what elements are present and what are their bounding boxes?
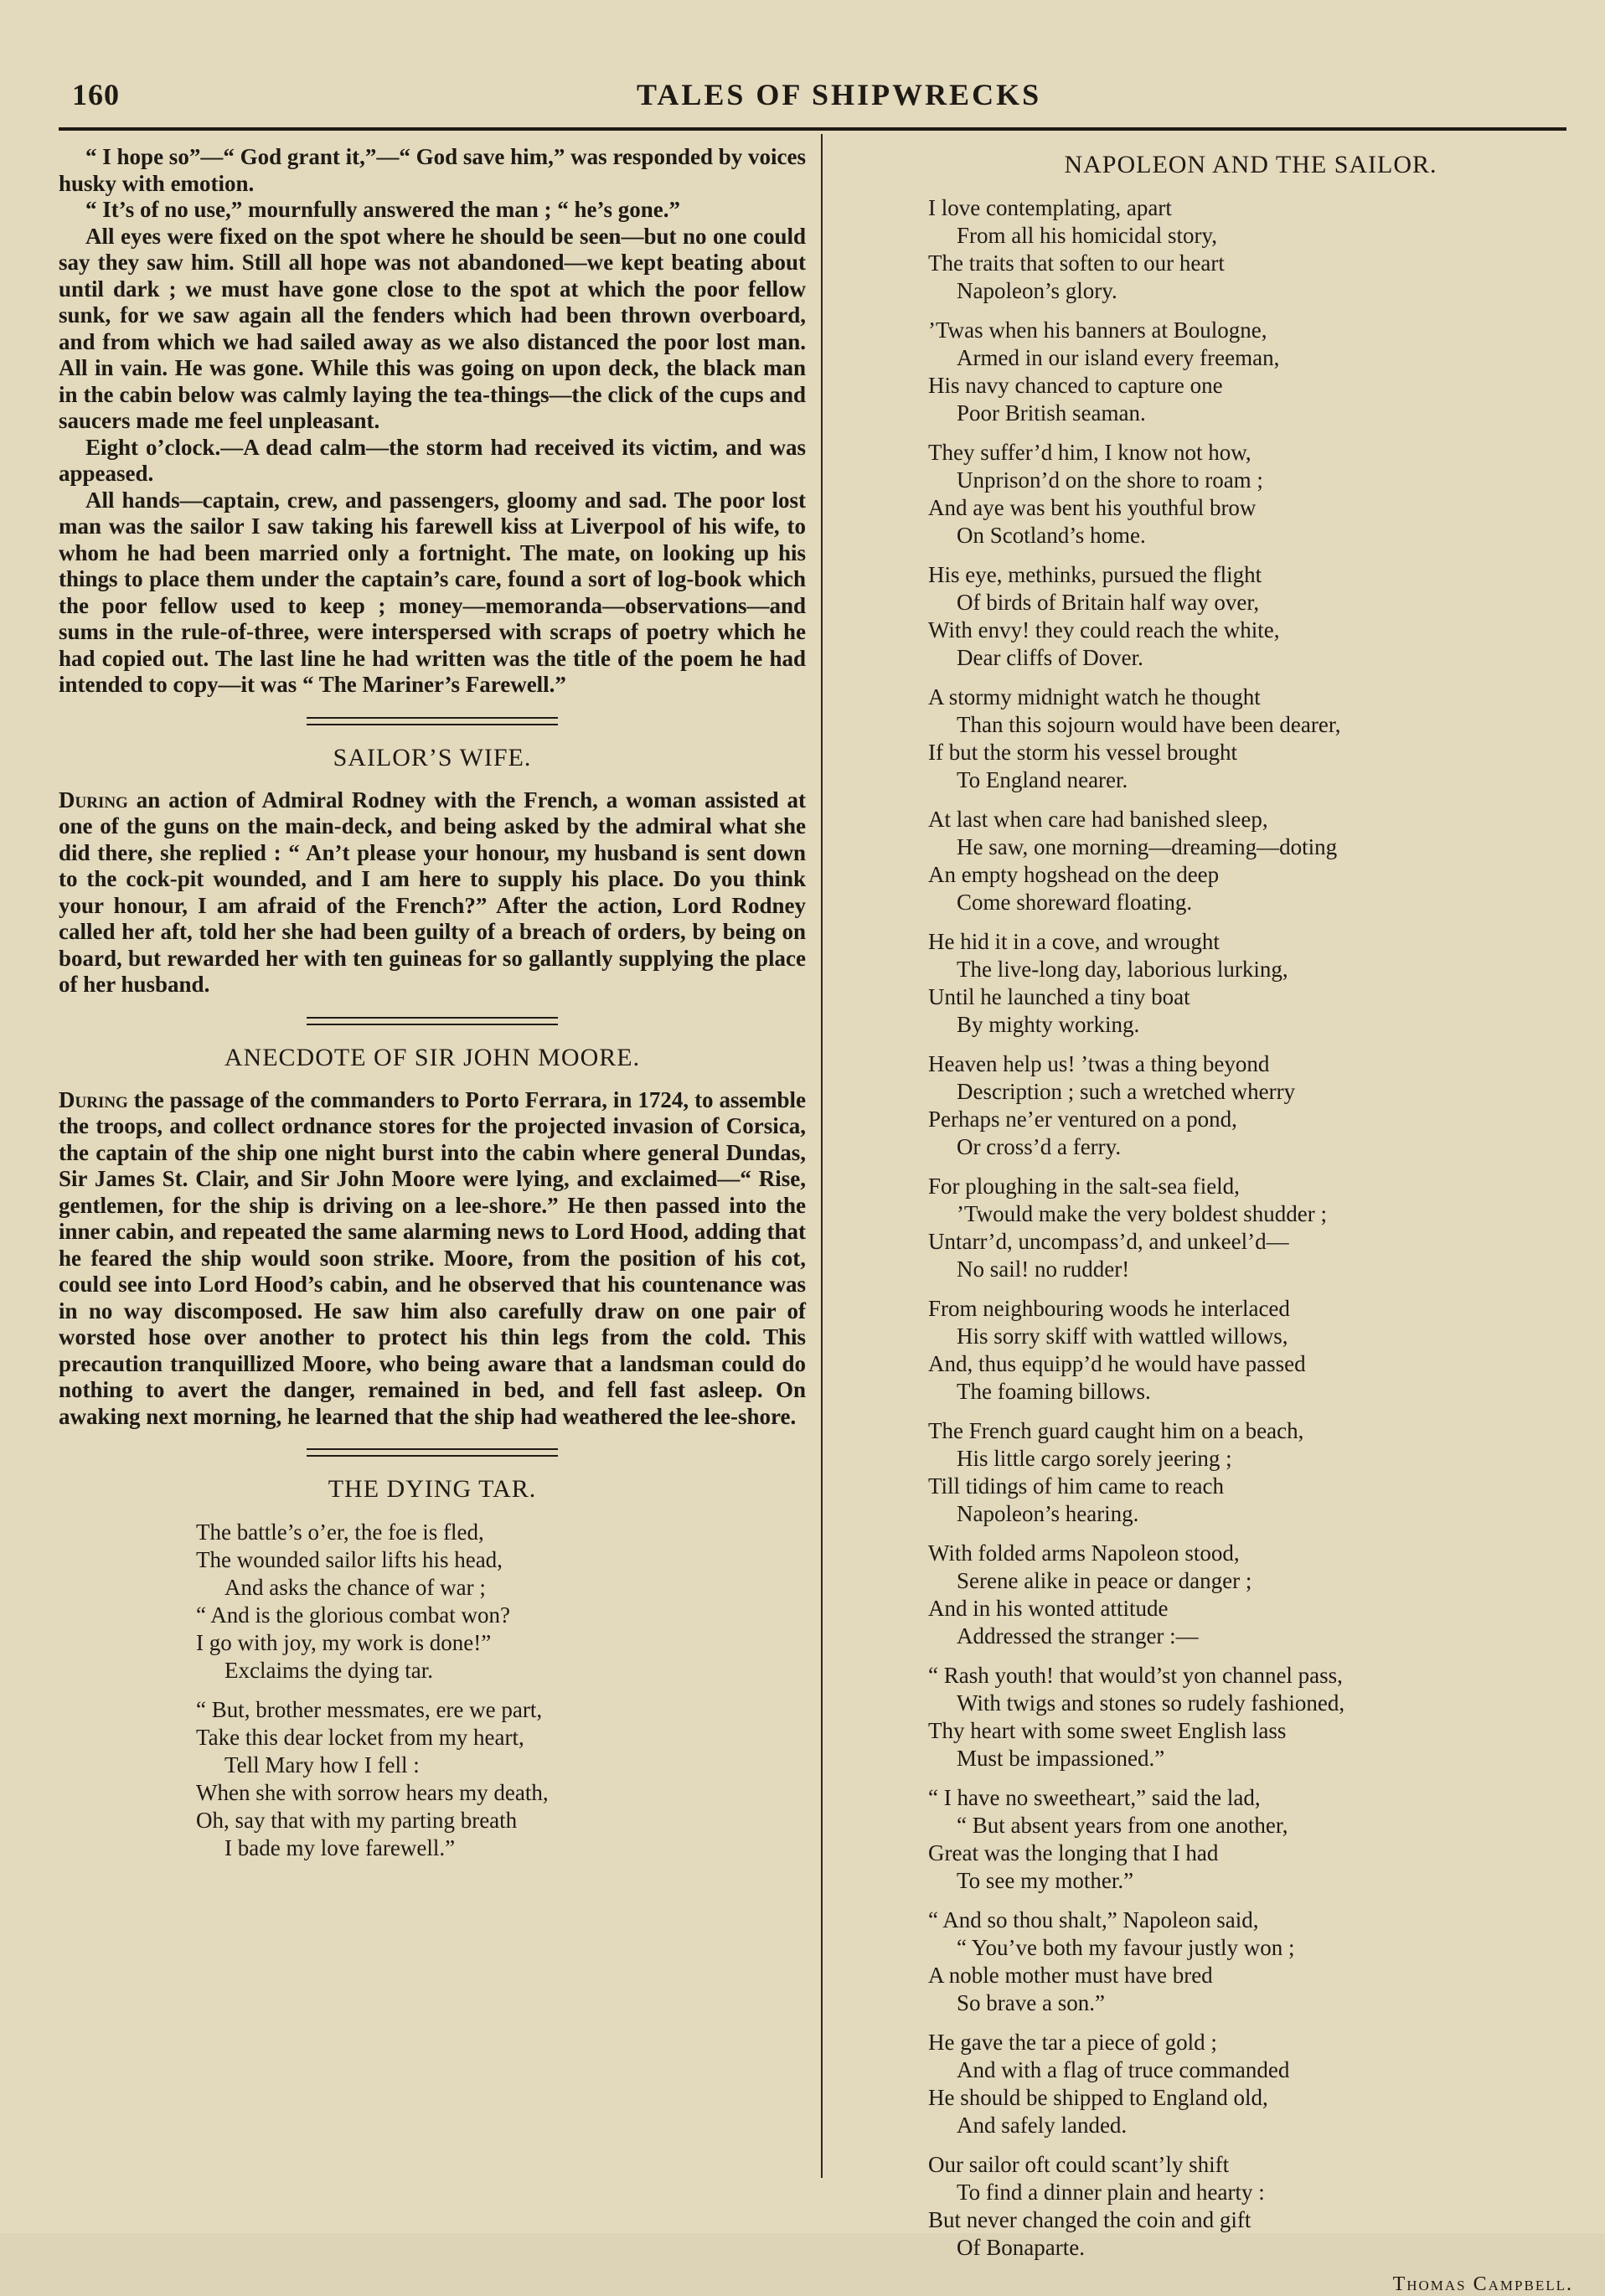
paragraph: “ It’s of no use,” mournfully answered the man ; “ he’s gone.” [85, 197, 681, 222]
poem-line: He saw, one morning—dreaming—doting [957, 834, 1338, 859]
poem-line: “ And so thou shalt,” Napoleon said, [928, 1907, 1259, 1932]
stanza [196, 1696, 806, 1862]
poem-line: They suffer’d him, I know not how, [928, 440, 1251, 465]
poem-line: Great was the longing that I had [928, 1840, 1219, 1865]
section-divider [307, 717, 558, 725]
poem-stanzas [59, 1519, 806, 1862]
poem-line: He should be shipped to England old, [928, 2085, 1268, 2110]
poem-line: Till tidings of him came to reach [928, 1473, 1224, 1499]
stanza [928, 1540, 1573, 1650]
poem-line: The battle’s o’er, the foe is fled, [196, 1519, 484, 1545]
paragraph: All hands—captain, crew, and passengers, gloomy and sad. The poor lost man was the sailor I saw taking his farewell kiss at Liverpool of his wife, to whom he had been married only a fortnight. The mate, on looking up his things to place them under the captain’s care, found a sort of log-book which the poor fellow used to keep ; money—memoranda—observations—and sums in the rule-of-three, were interspersed with scraps of poetry which he had copied out. The last line he had written was the title of the poem he had intended to copy—it was “ The Mariner’s Farewell.” [59, 487, 806, 697]
poem-line: The live-long day, laborious lurking, [957, 957, 1288, 982]
poem-line: ’Twas when his banners at Boulogne, [928, 317, 1267, 343]
stanza [928, 1662, 1573, 1772]
poem-stanzas [928, 194, 1573, 2262]
poem-line: But never changed the coin and gift [928, 2207, 1251, 2232]
poem-line: Of Bonaparte. [957, 2235, 1085, 2260]
stanza [928, 317, 1573, 427]
stanza [928, 928, 1573, 1039]
stanza [928, 1784, 1573, 1895]
poem-line: Napoleon’s glory. [957, 278, 1117, 303]
poem-line: Take this dear locket from my heart, [196, 1725, 524, 1750]
article-text: the passage of the commanders to Porto Ferrara, in 1724, to assemble the troops, and collect ordnance stores for the projected invasion of Corsica, the captain of the ship one night burst into the cabin where general Dundas, Sir James St. Clair, and Sir John Moore were lying, and exclaimed—“ Rise, gentlemen, for the ship is driving on a lee-shore.” He then passed into the inner cabin, and repeated the same alarming news to Lord Hood, adding that he feared the ship would soon strike. Moore, from the position of his cot, could see into Lord Hood’s cabin, and he observed that his countenance was in no way discomposed. He saw him also carefully draw on one pair of worsted hose over another to protect his thin legs from the cold. This precaution tranquillized Moore, who being aware that a landsman could do nothing to avert the danger, remained in bed, and fell fast asleep. On awaking next morning, he learned that the ship had weathered the lee-shore. [59, 1086, 806, 1429]
poem-line: To England nearer. [957, 767, 1128, 792]
poem-line: From all his homicidal story, [957, 223, 1217, 248]
poem-line: And asks the chance of war ; [224, 1575, 486, 1600]
poem-line: And, thus equipp’d he would have passed [928, 1351, 1306, 1376]
poem-line: Than this sojourn would have been dearer, [957, 712, 1341, 737]
napoleon-poem [928, 151, 1573, 2296]
poem-line: And with a flag of truce commanded [957, 2057, 1290, 2082]
poem-line: The traits that soften to our heart [928, 250, 1225, 276]
running-title: TALES OF SHIPWRECKS [637, 78, 1042, 111]
poem-line: “ And is the glorious combat won? [196, 1602, 510, 1628]
section-divider [307, 1017, 558, 1025]
poem-line: His sorry skiff with wattled willows, [957, 1323, 1288, 1349]
poem-line: Tell Mary how I fell : [224, 1752, 420, 1777]
poem-line: Unprison’d on the shore to roam ; [957, 467, 1263, 493]
poem-line: When she with sorrow hears my death, [196, 1780, 549, 1805]
stanza [928, 1173, 1573, 1283]
poem-line: And safely landed. [957, 2113, 1128, 2138]
poem-line: The wounded sailor lifts his head, [196, 1547, 503, 1572]
column-divider [821, 134, 823, 2178]
paragraph: Eight o’clock.—A dead calm—the storm had received its victim, and was appeased. [59, 434, 806, 486]
stanza [928, 2029, 1573, 2139]
header-rule [59, 127, 1566, 131]
stanza [928, 561, 1573, 672]
poem-line: Our sailor oft could scant’ly shift [928, 2152, 1230, 2177]
section-title: THE DYING TAR. [328, 1475, 537, 1503]
poem-line: Perhaps ne’er ventured on a pond, [928, 1107, 1237, 1132]
poem-line: He hid it in a cove, and wrought [928, 929, 1220, 954]
left-column [59, 144, 806, 1874]
stanza [196, 1519, 806, 1685]
poem-line: A noble mother must have bred [928, 1963, 1213, 1988]
poem-line: “ But absent years from one another, [957, 1813, 1288, 1838]
poem-line: Description ; such a wretched wherry [957, 1079, 1296, 1104]
poem-line: By mighty working. [957, 1012, 1140, 1037]
anecdote-article [59, 1044, 806, 1431]
poem-line: He gave the tar a piece of gold ; [928, 2030, 1217, 2055]
poem-line: Napoleon’s hearing. [957, 1501, 1139, 1526]
poem-line: Must be impassioned.” [957, 1746, 1165, 1771]
poem-line: So brave a son.” [957, 1990, 1105, 2015]
poem-line: Exclaims the dying tar. [224, 1658, 433, 1683]
stanza [928, 439, 1573, 549]
poem-line: Heaven help us! ’twas a thing beyond [928, 1051, 1270, 1076]
article-text: an action of Admiral Rodney with the French, a woman assisted at one of the guns on the main-deck, and being asked by the admiral what she did there, she replied : “ An’t please your honour, my husband is sent down to the cock-pit wounded, and I am here to supply his place. Do you think your honour, I am afraid of the French?” After the action, Lord Rodney called her aft, told her she had been guilty of a breach of orders, by being on board, but rewarded her with ten guineas for so gallantly supplying the place of her husband. [59, 787, 806, 997]
poem-line: On Scotland’s home. [957, 523, 1146, 548]
poem-line: Serene alike in peace or danger ; [957, 1568, 1252, 1593]
poem-line: “ But, brother messmates, ere we part, [196, 1697, 543, 1722]
poem-line: Armed in our island every freeman, [957, 345, 1280, 370]
poem-line: No sail! no rudder! [957, 1256, 1130, 1282]
poem-line: The foaming billows. [957, 1379, 1151, 1404]
poem-line: Thy heart with some sweet English lass [928, 1718, 1287, 1743]
page-number: 160 [72, 78, 120, 111]
poem-line: From neighbouring woods he interlaced [928, 1296, 1290, 1321]
poem-line: And aye was bent his youthful brow [928, 495, 1257, 520]
poem-line: I go with joy, my work is done!” [196, 1630, 492, 1655]
section-title: SAILOR’S WIFE. [333, 743, 532, 771]
section-divider [307, 1448, 558, 1457]
section-title: ANECDOTE OF SIR JOHN MOORE. [224, 1043, 641, 1071]
poem-line: Dear cliffs of Dover. [957, 645, 1143, 670]
stanza [928, 194, 1573, 305]
poem-line: ’Twould make the very boldest shudder ; [957, 1201, 1328, 1226]
poem-line: If but the storm his vessel brought [928, 740, 1237, 765]
shipwreck-narrative [59, 144, 806, 699]
poem-line: At last when care had banished sleep, [928, 807, 1268, 832]
poem-line: “ Rash youth! that would’st yon channel pass, [928, 1663, 1343, 1688]
poem-line: Of birds of Britain half way over, [957, 590, 1260, 615]
stanza [928, 1050, 1573, 1161]
dying-tar-poem [59, 1475, 806, 1862]
poem-line: An empty hogshead on the deep [928, 862, 1220, 887]
right-column [928, 144, 1573, 2296]
poem-line: “ I have no sweetheart,” said the lad, [928, 1785, 1261, 1810]
paragraph: “ I hope so”—“ God grant it,”—“ God save him,” was responded by voices husky with emotion. [59, 144, 806, 196]
paragraph: All eyes were fixed on the spot where he should be seen—but no one could say they saw him. Still all hope was not abandoned—we kept beating about until dark ; we must have gone close to the spot at which the poor fellow sunk, for we saw again all the fenders which had been thrown overboard, and from which we had sailed away as we also distanced the poor lost man. All in vain. He was gone. While this was going on upon deck, the black man in the cabin below was calmly laying the tea-things—the click of the cups and saucers made me feel unpleasant. [59, 223, 806, 433]
poem-line: Oh, say that with my parting breath [196, 1808, 518, 1833]
lead-word: During [59, 787, 128, 813]
poem-line: Untarr’d, uncompass’d, and unkeel’d— [928, 1229, 1289, 1254]
stanza [928, 684, 1573, 794]
article-body [59, 1087, 806, 1431]
poem-line: His little cargo sorely jeering ; [957, 1446, 1232, 1471]
stanza [928, 1906, 1573, 2017]
stanza [928, 806, 1573, 916]
page-header [59, 77, 1566, 127]
poem-line: With envy! they could reach the white, [928, 617, 1280, 642]
poem-line: Poor British seaman. [957, 400, 1146, 426]
poem-line: Until he launched a tiny boat [928, 984, 1190, 1009]
poem-line: To see my mother.” [957, 1868, 1134, 1893]
stanza [928, 2151, 1573, 2262]
poem-line: I bade my love farewell.” [224, 1835, 456, 1860]
poem-line: His navy chanced to capture one [928, 373, 1223, 398]
stanza [928, 1417, 1573, 1528]
stanza [928, 1295, 1573, 1406]
lead-word: During [59, 1086, 128, 1112]
poem-line: With twigs and stones so rudely fashioned, [957, 1690, 1345, 1716]
poem-line: A stormy midnight watch he thought [928, 684, 1261, 709]
poem-line: “ You’ve both my favour justly won ; [957, 1935, 1295, 1960]
poem-line: I love contemplating, apart [928, 195, 1172, 220]
poem-line: Addressed the stranger :— [957, 1623, 1199, 1648]
poem-line: The French guard caught him on a beach, [928, 1418, 1304, 1443]
section-title: NAPOLEON AND THE SAILOR. [1064, 151, 1437, 178]
poem-line: His eye, methinks, pursued the flight [928, 562, 1262, 587]
poem-author: Thomas Campbell. [1392, 2273, 1573, 2295]
poem-line: Or cross’d a ferry. [957, 1134, 1122, 1159]
poem-line: For ploughing in the salt-sea field, [928, 1174, 1240, 1199]
poem-line: With folded arms Napoleon stood, [928, 1540, 1240, 1566]
poem-line: And in his wonted attitude [928, 1596, 1169, 1621]
poem-line: Come shoreward floating. [957, 890, 1193, 915]
sailors-wife-article [59, 744, 806, 998]
poem-line: To find a dinner plain and hearty : [957, 2180, 1265, 2205]
article-body [59, 787, 806, 998]
